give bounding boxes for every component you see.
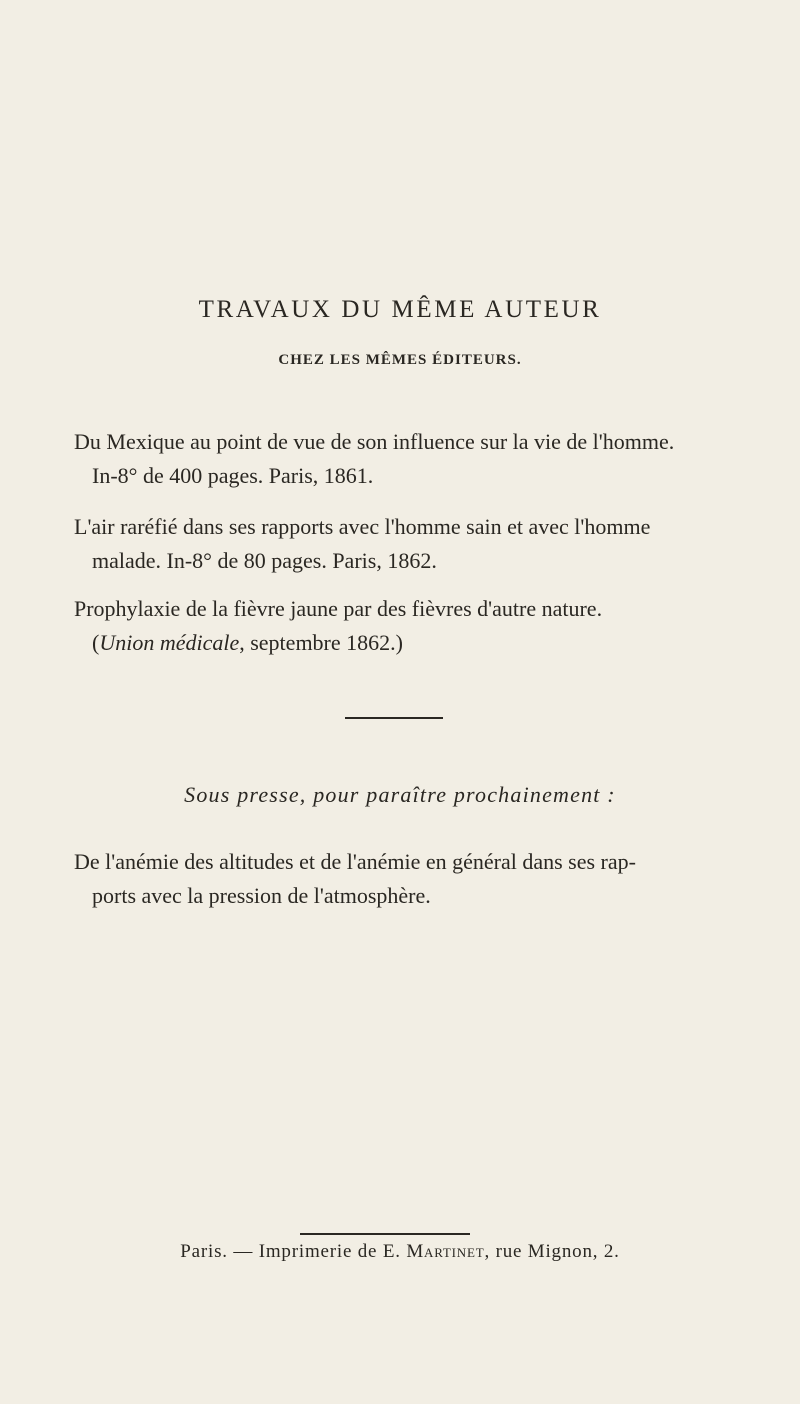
work-entry-air-rarefie bbox=[74, 510, 726, 578]
printer-name: Martinet bbox=[406, 1241, 485, 1262]
work-entry-line1: Prophylaxie de la fièvre jaune par des fièvres d'autre nature. bbox=[74, 596, 603, 621]
footer-rule bbox=[300, 1233, 470, 1235]
forthcoming-line2: ports avec la pression de l'atmosphère. bbox=[92, 883, 431, 908]
imprint-prefix: Paris. — Imprimerie de E. bbox=[180, 1241, 407, 1262]
forthcoming-entry bbox=[74, 845, 726, 913]
work-entry-line2 bbox=[74, 626, 726, 660]
work-entry-line2: In-8° de 400 pages. Paris, 1861. bbox=[92, 463, 374, 488]
page-title: TRAVAUX DU MÊME AUTEUR bbox=[198, 296, 602, 323]
announcement: Sous presse, pour paraître prochainement : bbox=[184, 782, 616, 807]
work-entry-line2: malade. In-8° de 80 pages. Paris, 1862. bbox=[92, 548, 437, 573]
work-entry-prophylaxie bbox=[74, 592, 726, 660]
journal-title: Union médicale bbox=[99, 630, 240, 655]
open-paren: ( bbox=[92, 630, 100, 655]
journal-date: , septembre 1862.) bbox=[239, 630, 403, 655]
imprint-suffix: , rue Mignon, 2. bbox=[484, 1241, 620, 1262]
work-entry-line1: Du Mexique au point de vue de son influence sur la vie de l'homme. bbox=[74, 429, 675, 454]
forthcoming-line1: De l'anémie des altitudes et de l'anémie en général dans ses rap- bbox=[74, 849, 636, 874]
divider-rule bbox=[345, 717, 443, 719]
work-entry-line1: L'air raréfié dans ses rapports avec l'homme sain et avec l'homme bbox=[74, 514, 651, 539]
work-entry-mexique bbox=[74, 425, 726, 493]
printer-imprint bbox=[0, 1241, 800, 1263]
page-subtitle: CHEZ LES MÊMES ÉDITEURS. bbox=[278, 352, 522, 368]
